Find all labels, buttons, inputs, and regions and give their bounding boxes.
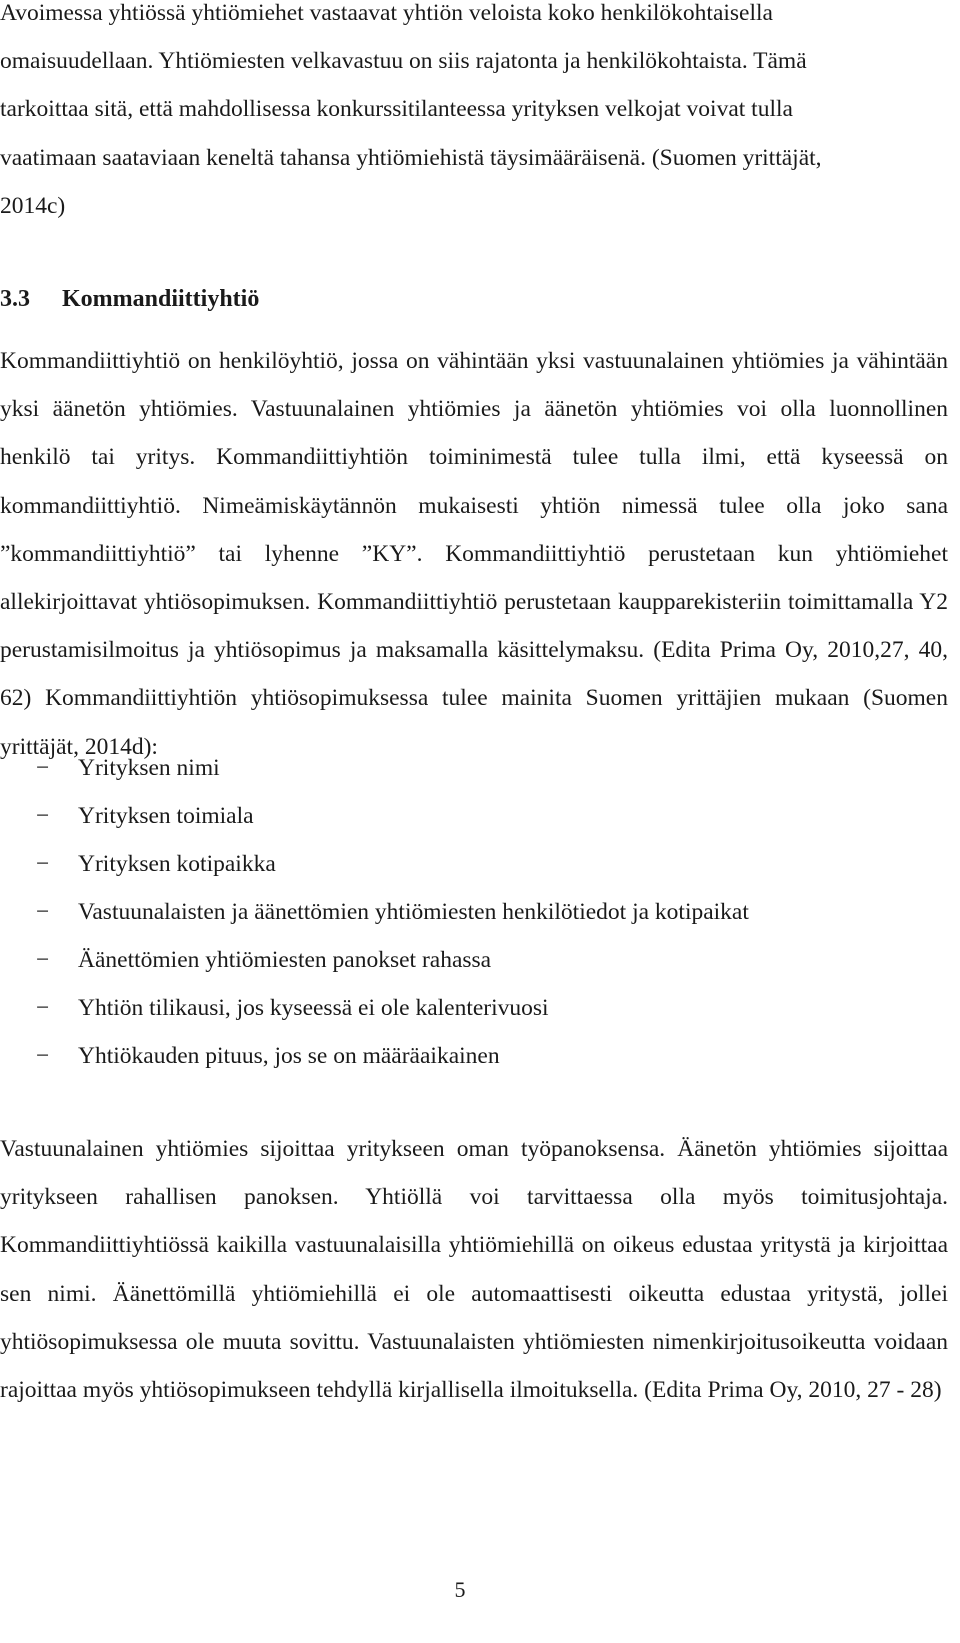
dash-bullet: − (36, 947, 50, 973)
list-item (0, 840, 749, 888)
section-paragraph: Kommandiittiyhtiö on henkilöyhtiö, jossa on vähintään yksi vastuunalainen yhtiömies ja vähintään yksi äänetön yhtiömies. Vastuunalainen yhtiömies ja äänetön yhtiömies voi olla luonnollinen henkilö tai yritys. Kommandiittiyhtiön toiminimestä tulee tulla ilmi, että kyseessä on kommandiittiyhtiö. Nimeämiskäytännön mukaisesti yhtiön nimessä tulee olla joko sana ”kommandiittiyhtiö” tai lyhenne ”KY”. Kommandiittiyhtiö perustetaan kun yhtiömiehet allekirjoittavat yhtiösopimuksen. Kommandiittiyhtiö perustetaan kaupparekisteriin toimittamalla Y2 perustamisilmoitus ja yhtiösopimus ja maksamalla käsittelymaksu. (Edita Prima Oy, 2010,27, 40, 62) Kommandiittiyhtiön yhtiösopimuksessa tulee mainita Suomen yrittäjien mukaan (Suomen yrittäjät, 2014d): (0, 348, 948, 760)
intro-line: omaisuudellaan. Yhtiömiesten velkavastuu on siis rajatonta ja henkilökohtaista. Tämä (0, 48, 807, 75)
section-heading (0, 275, 259, 323)
section-number: 3.3 (0, 286, 30, 312)
list-item (0, 888, 749, 936)
list-item (0, 984, 749, 1032)
dash-bullet: − (36, 803, 50, 829)
requirements-list (0, 744, 749, 1080)
dash-bullet: − (36, 755, 50, 781)
list-item-text: Yrityksen nimi (78, 755, 220, 781)
dash-bullet: − (36, 995, 50, 1021)
list-item (0, 792, 749, 840)
list-item (0, 744, 749, 792)
list-item-text: Äänettömien yhtiömiesten panokset rahassa (78, 947, 492, 973)
dash-bullet: − (36, 899, 50, 925)
list-item (0, 1032, 749, 1080)
list-item (0, 936, 749, 984)
intro-paragraph (0, 0, 948, 230)
intro-line: vaatimaan saataviaan keneltä tahansa yhtiömiehistä täysimääräisenä. (Suomen yrittäjät, (0, 144, 822, 171)
list-item-text: Vastuunalaisten ja äänettömien yhtiömiesten henkilötiedot ja kotipaikat (78, 899, 749, 925)
intro-line: 2014c) (0, 192, 66, 219)
intro-line: Avoimessa yhtiössä yhtiömiehet vastaavat yhtiön veloista koko henkilökohtaisella (0, 0, 773, 26)
dash-bullet: − (36, 1043, 50, 1069)
intro-line: tarkoittaa sitä, että mahdollisessa konkurssitilanteessa yrityksen velkojat voivat tulla (0, 96, 793, 123)
dash-bullet: − (36, 851, 50, 877)
closing-paragraph: Vastuunalainen yhtiömies sijoittaa yritykseen oman työpanoksensa. Äänetön yhtiömies sijoittaa yritykseen rahallisen panoksen. Yhtiöllä voi tarvittaessa olla myös toimitusjohtaja. Kommandiittiyhtiössä kaikilla vastuunalaisilla yhtiömiehillä on oikeus edustaa yritystä ja kirjoittaa sen nimi. Äänettömillä yhtiömiehillä ei ole automaattisesti oikeutta edustaa yritystä, jollei yhtiösopimuksessa ole muuta sovittu. Vastuunalaisten yhtiömiesten nimenkirjoitusoikeutta voidaan rajoittaa myös yhtiösopimukseen tehdyllä kirjallisella ilmoituksella. (Edita Prima Oy, 2010, 27 - 28) (0, 1136, 948, 1404)
page-number: 5 (454, 1577, 466, 1602)
list-item-text: Yhtiökauden pituus, jos se on määräaikainen (78, 1043, 500, 1069)
list-item-text: Yrityksen kotipaikka (78, 851, 276, 877)
section-title: Kommandiittiyhtiö (62, 286, 260, 312)
list-item-text: Yhtiön tilikausi, jos kyseessä ei ole kalenterivuosi (78, 995, 549, 1021)
list-item-text: Yrityksen toimiala (78, 803, 254, 829)
